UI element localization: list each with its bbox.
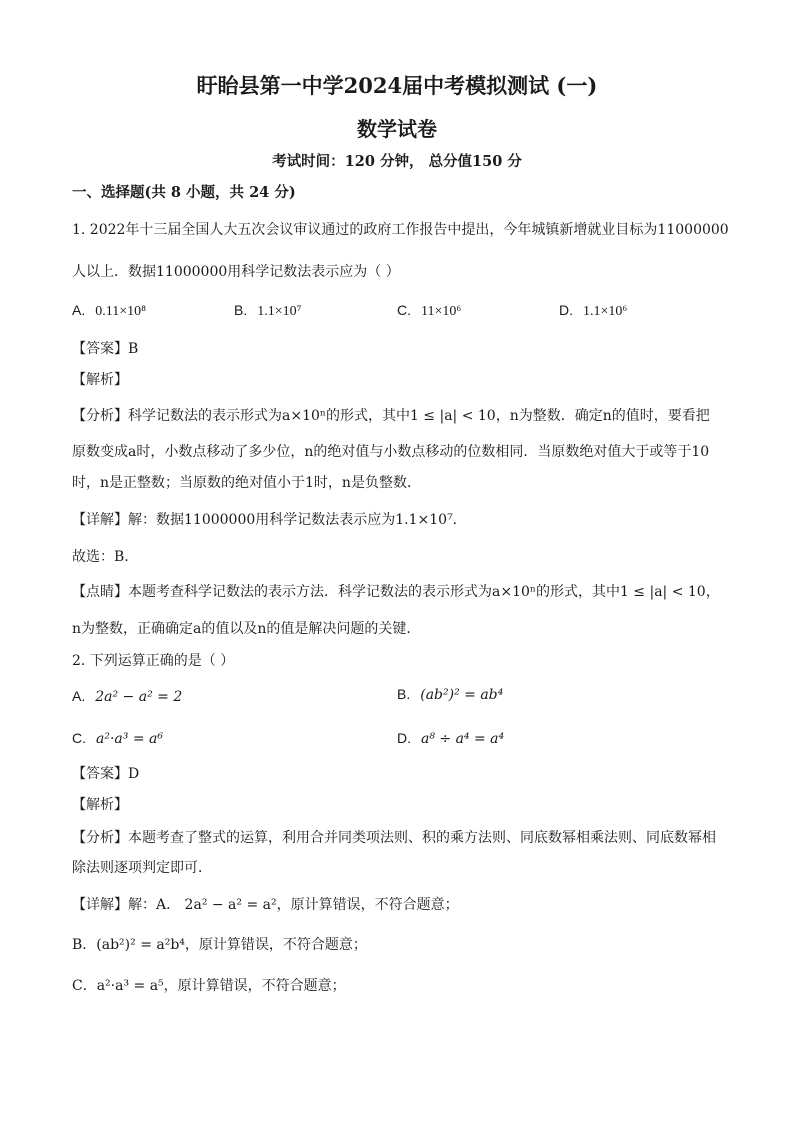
q2-option-a [72,688,182,705]
q1-option-a-label: A. [72,302,86,318]
q2-option-d-label: D. [397,730,411,746]
q2-analysis-head: 【解析】 [72,797,128,813]
q2-option-b-label: B. [397,686,411,702]
q1-option-c-text: 11×10⁶ [421,304,462,319]
q2-option-b-text: (ab²)² = ab⁴ [420,687,504,703]
q2-detail-c: C．a²·a³ = a⁵，原计算错误，不符合题意； [72,978,346,994]
q1-analysis-head: 【解析】 [72,372,128,388]
exam-info: 考试时间：120 分钟， 总分值150 分 [272,153,522,170]
q2-option-c [72,730,163,747]
exam-title: 盱眙县第一中学2024届中考模拟测试 (一) [196,73,598,98]
q1-option-c-label: C. [397,302,411,318]
q1-analysis-line2: 原数变成a时，小数点移动了多少位，n的绝对值与小数点移动的位数相同．当原数绝对值大于或等于10 [72,444,710,460]
q1-option-d [559,302,627,320]
q1-choose: 故选：B. [72,549,129,565]
q2-option-a-label: A. [72,688,86,704]
q1-option-b-label: B. [234,302,248,318]
q2-option-c-label: C. [72,730,86,746]
q2-option-b [397,686,503,703]
q1-answer: 【答案】B [72,341,139,357]
q1-option-a [72,302,146,320]
q1-option-a-text: 0.11×10⁸ [95,304,146,319]
q2-analysis-line2: 除法则逐项判定即可． [72,860,212,876]
q1-analysis-line3: 时，n是正整数；当原数的绝对值小于1时，n是负整数． [72,475,421,491]
q1-comment-line2: n为整数，正确确定a的值以及n的值是解决问题的关键． [72,621,421,637]
q1-stem-line2: 人以上．数据11000000用科学记数法表示应为（ ） [72,264,400,280]
q1-stem-line1: 1. 2022年十三届全国人大五次会议审议通过的政府工作报告中提出，今年城镇新增就业目标为11000000 [72,222,729,238]
q1-option-b-text: 1.1×10⁷ [257,304,302,319]
q2-detail-b: B．(ab²)² = a²b⁴，原计算错误，不符合题意； [72,937,367,953]
q1-detail: 【详解】解：数据11000000用科学记数法表示应为1.1×10⁷． [72,512,467,528]
exam-subject: 数学试卷 [357,117,437,141]
q2-option-d-text: a⁸ ÷ a⁴ = a⁴ [421,731,505,747]
q2-stem: 2. 下列运算正确的是（ ） [72,653,235,669]
q1-analysis-line1: 【分析】科学记数法的表示形式为a×10ⁿ的形式，其中1 ≤ |a| < 10，n为整数．确定n的值时，要看把 [72,408,710,424]
q2-answer: 【答案】D [72,766,140,782]
q2-analysis-line1: 【分析】本题考查了整式的运算，利用合并同类项法则、积的乘方法则、同底数幂相乘法则、同底数幂相 [72,830,716,846]
q1-option-c [397,302,461,320]
section-heading: 一、选择题(共 8 小题，共 24 分) [72,184,296,201]
q1-comment-line1: 【点睛】本题考查科学记数法的表示方法．科学记数法的表示形式为a×10ⁿ的形式，其中1 ≤ |a| < 10， [72,584,720,600]
q2-detail-a: 【详解】解：A． 2a² − a² = a²，原计算错误，不符合题意； [72,897,459,913]
q2-option-c-text: a²·a³ = a⁶ [96,731,163,747]
q2-option-a-text: 2a² − a² = 2 [95,689,183,705]
q1-option-d-text: 1.1×10⁶ [583,304,628,319]
q1-option-d-label: D. [559,302,573,318]
q1-option-b [234,302,302,320]
q2-option-d [397,730,504,747]
